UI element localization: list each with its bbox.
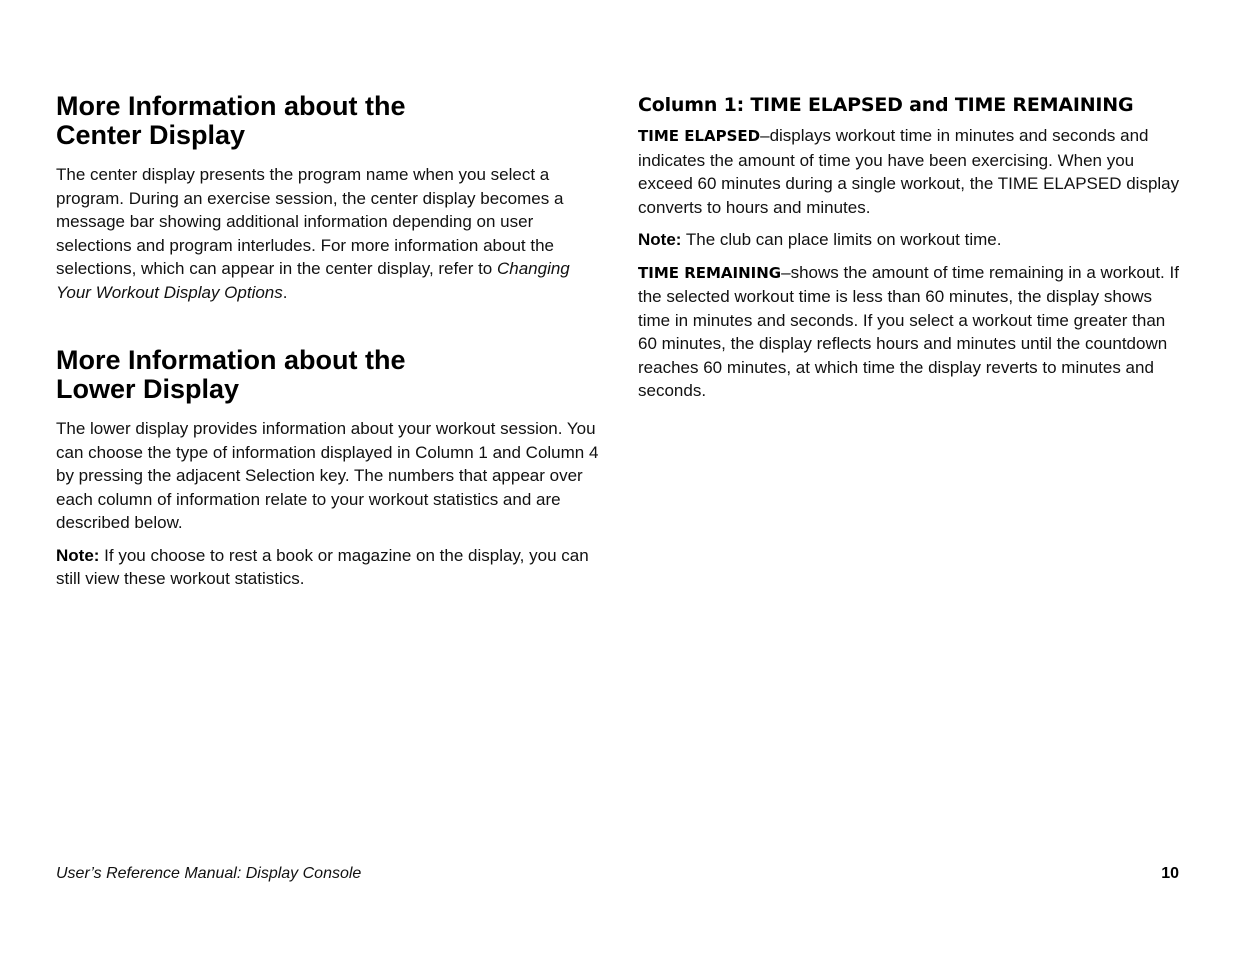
time-remaining-term: TIME REMAINING: [638, 263, 782, 282]
lower-display-heading-line2: Lower Display: [56, 374, 240, 404]
section-spacer: [56, 313, 601, 346]
time-elapsed-paragraph: [638, 124, 1183, 219]
note-label: Note:: [56, 545, 100, 565]
footer-manual-title: User’s Reference Manual: Display Console: [56, 865, 362, 882]
note-text: The club can place limits on workout time.: [681, 230, 1002, 249]
lower-display-note: [56, 544, 601, 591]
center-display-text-end: .: [282, 282, 288, 302]
note-text: If you choose to rest a book or magazine on the display, you can still view these workout statistics.: [56, 545, 589, 588]
workout-limit-note: [638, 228, 1183, 252]
note-label: Note:: [638, 230, 682, 249]
lower-display-paragraph: The lower display provides information about your workout session. You can choose the type of information displayed in Column 1 and Column 4 by pressing the adjacent Selection key. The numbers that appear over each column of information relate to your workout statistics and are described below.: [56, 419, 599, 532]
left-column: [56, 92, 601, 600]
page-number: 10: [1161, 865, 1179, 882]
center-display-paragraph: [56, 163, 601, 304]
column1-heading: Column 1: TIME ELAPSED and TIME REMAINING: [638, 94, 1134, 116]
center-display-heading-line1: More Information about the: [56, 91, 406, 121]
time-remaining-text: –shows the amount of time remaining in a workout. If the selected workout time is less than 60 minutes, the display shows time in minutes and seconds. If you select a workout time greater than 60 minutes, the display reflects hours and minutes until the countdown reaches 60 minutes, at which time the display reverts to minutes and seconds.: [638, 262, 1179, 400]
center-display-heading-line2: Center Display: [56, 120, 246, 150]
time-remaining-paragraph: [638, 261, 1183, 403]
time-elapsed-text: –displays workout time in minutes and seconds and indicates the amount of time you have been exercising. When you exceed 60 minutes during a single workout, the TIME ELAPSED display converts to hours and minutes.: [638, 126, 1180, 217]
center-display-text: The center display presents the program name when you select a program. During an exercise session, the center display becomes a message bar showing additional information depending on user selections and program interludes. For more information about the selections, which can appear in the center display, refer to: [56, 165, 564, 278]
right-column: [638, 92, 1183, 412]
lower-display-heading-line1: More Information about the: [56, 345, 406, 375]
center-display-heading: [56, 92, 601, 150]
lower-display-heading: [56, 346, 601, 404]
cross-reference-link-text: Changing Your Workout Display Options: [56, 259, 570, 302]
time-elapsed-term: TIME ELAPSED: [638, 127, 761, 145]
